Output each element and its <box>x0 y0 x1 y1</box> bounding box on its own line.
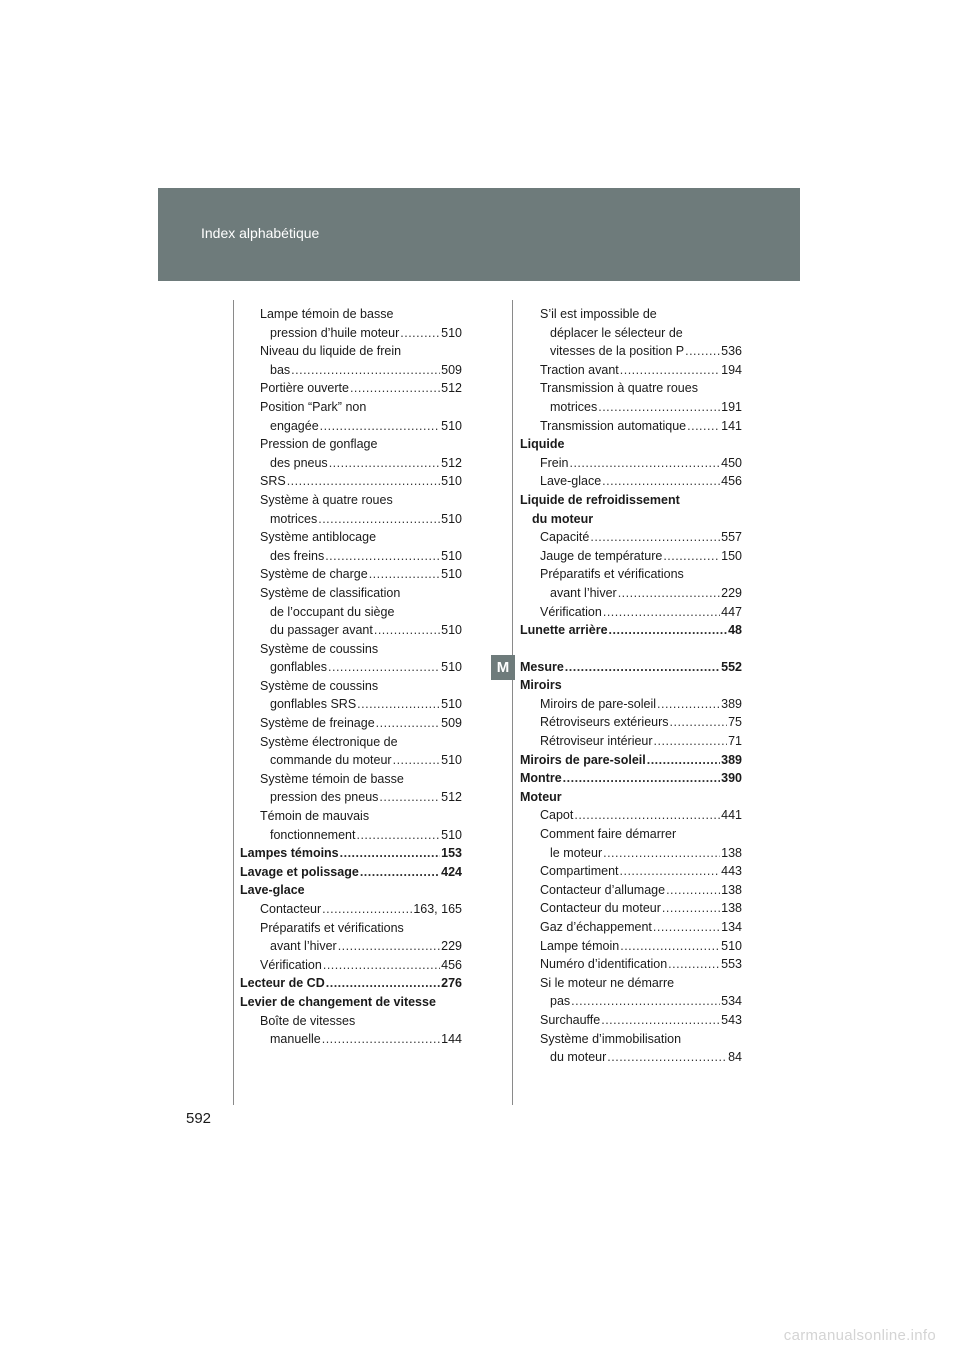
index-heading <box>240 974 462 993</box>
index-entry <box>240 547 462 566</box>
entry-text: Système antiblocage <box>260 530 377 545</box>
entry-text: gonflables <box>270 660 327 675</box>
dot-leader <box>287 472 440 491</box>
index-entry <box>520 806 742 825</box>
dot-leader <box>620 862 721 881</box>
index-entry <box>240 770 462 789</box>
page-reference: 389 <box>721 696 742 711</box>
index-entry <box>520 695 742 714</box>
entry-text: vitesses de la position P <box>550 344 685 359</box>
index-entry <box>240 435 462 454</box>
index-entry <box>240 919 462 938</box>
page-reference: 144 <box>441 1032 462 1047</box>
page-reference: 510 <box>441 511 462 526</box>
entry-text: du passager avant <box>270 623 373 638</box>
index-entry <box>240 305 462 324</box>
entry-text: Miroirs de pare-soleil <box>520 752 646 767</box>
page-reference: 389 <box>721 752 742 767</box>
page-reference: 510 <box>441 474 462 489</box>
index-heading <box>520 435 742 454</box>
index-entry <box>520 379 742 398</box>
dot-leader <box>357 695 440 714</box>
index-entry <box>520 899 742 918</box>
dot-leader <box>360 863 440 882</box>
entry-text: Jauge de température <box>540 548 663 563</box>
letter-tab: M <box>491 655 515 680</box>
entry-text: Si le moteur ne démarre <box>540 975 675 990</box>
index-entry <box>240 324 462 343</box>
page-reference: 510 <box>441 753 462 768</box>
entry-text: Vérification <box>540 604 602 619</box>
dot-leader <box>668 955 720 974</box>
page-reference: 456 <box>441 957 462 972</box>
entry-text: des pneus <box>270 455 328 470</box>
index-entry <box>520 1030 742 1049</box>
index-entry <box>240 417 462 436</box>
dot-leader <box>376 714 440 733</box>
index-entry <box>520 472 742 491</box>
dot-leader <box>356 826 440 845</box>
entry-text: Frein <box>540 455 569 470</box>
dot-leader <box>603 844 720 863</box>
dot-leader <box>379 788 440 807</box>
entry-text: commande du moteur <box>270 753 392 768</box>
entry-text: gonflables SRS <box>270 697 357 712</box>
index-heading <box>240 881 462 900</box>
dot-leader <box>590 528 720 547</box>
index-entry <box>240 454 462 473</box>
dot-leader <box>574 806 720 825</box>
dot-leader <box>323 956 440 975</box>
page-reference: 510 <box>441 548 462 563</box>
index-entry <box>520 603 742 622</box>
index-entry <box>520 918 742 937</box>
index-entry <box>240 584 462 603</box>
index-entry <box>520 732 742 751</box>
entry-text: Rétroviseurs extérieurs <box>540 715 669 730</box>
dot-leader <box>618 584 720 603</box>
index-entry <box>240 658 462 677</box>
entry-text: bas <box>270 362 291 377</box>
entry-text: pression des pneus <box>270 790 379 805</box>
entry-text: Système de charge <box>260 567 368 582</box>
dot-leader <box>602 472 720 491</box>
dot-leader <box>603 603 720 622</box>
page-reference: 194 <box>721 362 742 377</box>
dot-leader <box>393 751 441 770</box>
page-reference: 512 <box>441 790 462 805</box>
dot-leader <box>647 751 720 770</box>
page-reference: 456 <box>721 474 742 489</box>
page-reference: 552 <box>721 659 742 674</box>
entry-text: Mesure <box>520 659 564 674</box>
entry-text: Système à quatre roues <box>260 492 393 507</box>
dot-leader <box>654 732 728 751</box>
dot-leader <box>369 565 440 584</box>
page-reference: 84 <box>728 1050 742 1065</box>
entry-text: avant l’hiver <box>270 939 337 954</box>
index-entry <box>520 528 742 547</box>
index-entry <box>520 713 742 732</box>
index-heading <box>520 658 742 677</box>
index-entry <box>520 862 742 881</box>
index-entry <box>520 844 742 863</box>
index-heading <box>520 788 742 807</box>
entry-text: motrices <box>270 511 318 526</box>
page-reference: 510 <box>441 418 462 433</box>
entry-text: S’il est impossible de <box>540 307 657 321</box>
index-entry <box>520 342 742 361</box>
page-reference: 512 <box>441 381 462 396</box>
entry-text: Système de classification <box>260 585 401 600</box>
page-reference: 150 <box>721 548 742 563</box>
entry-text: Miroirs <box>520 678 562 693</box>
entry-text: SRS <box>260 474 286 489</box>
index-entry <box>240 826 462 845</box>
entry-text: déplacer le sélecteur de <box>550 325 683 340</box>
dot-leader <box>569 454 720 473</box>
entry-text: engagée <box>270 418 319 433</box>
index-entry <box>240 1012 462 1031</box>
page-reference: 390 <box>721 771 742 786</box>
entry-text: Levier de changement de vitesse <box>240 994 436 1009</box>
entry-text: Miroirs de pare-soleil <box>540 696 657 711</box>
entry-text: Lampe témoin <box>540 938 620 953</box>
index-column-left <box>240 305 462 1049</box>
page-number: 592 <box>186 1110 212 1127</box>
entry-text: Traction avant <box>540 362 619 377</box>
entry-text: pression d’huile moteur <box>270 325 400 340</box>
index-entry <box>520 937 742 956</box>
dot-leader <box>620 361 720 380</box>
index-column-right <box>520 305 742 1067</box>
entry-text: Niveau du liquide de frein <box>260 344 402 359</box>
entry-text: Préparatifs et vérifications <box>540 567 684 582</box>
dot-leader <box>338 937 440 956</box>
entry-text: Système témoin de basse <box>260 771 404 786</box>
entry-text: Boîte de vitesses <box>260 1013 356 1028</box>
dot-leader <box>601 1011 720 1030</box>
entry-text: du moteur <box>532 511 594 526</box>
index-entry <box>520 1011 742 1030</box>
index-heading <box>240 844 462 863</box>
page-reference: 510 <box>441 697 462 712</box>
index-entry <box>240 603 462 622</box>
page-reference: 138 <box>721 882 742 897</box>
index-entry <box>520 565 742 584</box>
entry-text: Portière ouverte <box>260 381 349 396</box>
entry-text: Numéro d’identification <box>540 957 668 972</box>
page-reference: 553 <box>721 957 742 972</box>
watermark: carmanualsonline.info <box>783 1327 936 1344</box>
index-entry <box>240 714 462 733</box>
dot-leader <box>685 342 720 361</box>
page-reference: 191 <box>721 399 742 414</box>
dot-leader <box>340 844 441 863</box>
dot-leader <box>571 992 720 1011</box>
entry-text: avant l’hiver <box>550 585 617 600</box>
entry-text: Système électronique de <box>260 734 398 749</box>
letter-section-gap <box>520 640 742 658</box>
entry-text: Pression de gonflage <box>260 437 378 452</box>
dot-leader <box>322 900 412 919</box>
entry-text: Lave-glace <box>240 883 305 898</box>
index-entry <box>240 342 462 361</box>
index-entry <box>240 640 462 659</box>
entry-text: Rétroviseur intérieur <box>540 734 653 749</box>
page-reference: 229 <box>441 939 462 954</box>
page-reference: 134 <box>721 920 742 934</box>
dot-leader <box>400 324 440 343</box>
dot-leader <box>670 713 728 732</box>
entry-text: Liquide de refroidissement <box>520 492 680 507</box>
entry-text: Lunette arrière <box>520 623 608 638</box>
page-reference: 447 <box>721 604 742 619</box>
entry-text: Gaz d’échappement <box>540 920 652 934</box>
index-entry <box>240 733 462 752</box>
column-divider <box>512 300 513 1105</box>
index-entry <box>240 788 462 807</box>
dot-leader <box>657 695 720 714</box>
index-entry <box>520 361 742 380</box>
dot-leader <box>563 769 720 788</box>
index-entry <box>240 900 462 919</box>
entry-text: Lavage et polissage <box>240 864 359 879</box>
index-entry <box>240 510 462 529</box>
dot-leader <box>326 974 440 993</box>
dot-leader <box>666 881 720 900</box>
entry-text: Système de freinage <box>260 716 375 731</box>
index-entry <box>240 361 462 380</box>
index-entry <box>520 454 742 473</box>
dot-leader <box>328 658 440 677</box>
index-heading <box>240 863 462 882</box>
dot-leader <box>325 547 440 566</box>
index-entry <box>520 974 742 993</box>
page-reference: 71 <box>728 734 742 749</box>
index-heading <box>520 491 742 510</box>
index-entry <box>240 956 462 975</box>
entry-text: Préparatifs et vérifications <box>260 920 404 935</box>
dot-leader <box>329 454 440 473</box>
index-entry <box>520 547 742 566</box>
entry-text: Transmission à quatre roues <box>540 381 698 396</box>
index-entry <box>520 881 742 900</box>
index-entry <box>520 398 742 417</box>
entry-text: de l’occupant du siège <box>270 604 395 619</box>
index-entry <box>240 398 462 417</box>
entry-text: Contacteur du moteur <box>540 901 661 916</box>
index-entry <box>520 825 742 844</box>
page-reference: 512 <box>441 455 462 470</box>
entry-text: Lampes témoins <box>240 846 339 861</box>
index-heading <box>520 751 742 770</box>
dot-leader <box>320 417 440 436</box>
page-reference: 510 <box>441 660 462 675</box>
index-entry <box>240 621 462 640</box>
page-reference: 509 <box>441 716 462 731</box>
section-header <box>158 188 800 281</box>
entry-text: Système d’immobilisation <box>540 1031 682 1046</box>
page-reference: 509 <box>441 362 462 377</box>
left-margin-rule <box>233 300 234 1105</box>
page-reference: 543 <box>721 1012 742 1027</box>
dot-leader <box>687 417 720 436</box>
entry-text: Liquide <box>520 437 565 452</box>
entry-text: le moteur <box>550 845 603 860</box>
index-entry <box>240 379 462 398</box>
page-reference: 450 <box>721 455 742 470</box>
page-reference: 441 <box>721 808 742 823</box>
entry-text: Surchauffe <box>540 1012 601 1027</box>
entry-text: Moteur <box>520 789 562 804</box>
dot-leader <box>620 937 720 956</box>
page-reference: 557 <box>721 530 742 545</box>
page-reference: 510 <box>441 827 462 842</box>
header-title: Index alphabétique <box>201 225 320 241</box>
index-entry <box>240 565 462 584</box>
index-heading <box>520 621 742 640</box>
entry-text: motrices <box>550 399 598 414</box>
index-entry <box>520 584 742 603</box>
index-entry <box>240 491 462 510</box>
dot-leader <box>291 361 440 380</box>
entry-text: Transmission automatique <box>540 418 687 433</box>
index-entry <box>240 1030 462 1049</box>
dot-leader <box>653 918 720 937</box>
entry-text: Contacteur <box>260 902 322 916</box>
dot-leader <box>318 510 440 529</box>
index-entry <box>240 528 462 547</box>
dot-leader <box>663 547 720 566</box>
index-entry <box>520 1048 742 1067</box>
index-heading <box>520 769 742 788</box>
dot-leader <box>350 379 440 398</box>
index-entry <box>240 807 462 826</box>
entry-text: des freins <box>270 548 325 563</box>
index-entry <box>240 472 462 491</box>
index-entry <box>520 305 742 324</box>
page-reference: 48 <box>728 623 742 638</box>
page-reference: 510 <box>441 623 462 638</box>
page-reference: 510 <box>721 938 742 953</box>
index-entry <box>520 992 742 1011</box>
entry-text: Témoin de mauvais <box>260 809 370 824</box>
dot-leader <box>662 899 720 918</box>
entry-text: Montre <box>520 771 562 786</box>
page-reference: 534 <box>721 994 742 1009</box>
entry-text: pas <box>550 994 571 1009</box>
index-heading <box>240 993 462 1012</box>
dot-leader <box>374 621 440 640</box>
page-reference: 163, 165 <box>413 902 462 916</box>
page-reference: 536 <box>721 344 742 359</box>
entry-text: Comment faire démarrer <box>540 827 677 842</box>
entry-text: Lave-glace <box>540 474 602 489</box>
page-reference: 424 <box>441 864 462 879</box>
entry-text: fonctionnement <box>270 827 356 842</box>
index-heading <box>520 676 742 695</box>
entry-text: Capot <box>540 808 574 823</box>
index-entry <box>240 751 462 770</box>
entry-text: Contacteur d’allumage <box>540 882 666 897</box>
page-reference: 138 <box>721 845 742 860</box>
entry-text: Lampe témoin de basse <box>260 307 394 321</box>
index-entry <box>240 937 462 956</box>
page-reference: 510 <box>441 567 462 582</box>
dot-leader <box>598 398 720 417</box>
page-reference: 510 <box>441 325 462 340</box>
entry-text: Lecteur de CD <box>240 976 325 991</box>
entry-text: Capacité <box>540 530 590 545</box>
dot-leader <box>322 1030 440 1049</box>
dot-leader <box>609 621 728 640</box>
page-reference: 75 <box>728 715 742 730</box>
entry-text: Compartiment <box>540 864 619 879</box>
page-reference: 276 <box>441 976 462 991</box>
dot-leader <box>565 658 720 677</box>
entry-text: Position “Park” non <box>260 399 367 414</box>
index-entry <box>520 417 742 436</box>
entry-text: Vérification <box>260 957 322 972</box>
index-entry <box>520 955 742 974</box>
entry-text: manuelle <box>270 1032 321 1047</box>
page-reference: 141 <box>721 418 742 433</box>
page-reference: 153 <box>441 846 462 861</box>
dot-leader <box>607 1048 727 1067</box>
index-entry <box>520 324 742 343</box>
index-heading <box>520 510 742 529</box>
page-reference: 138 <box>721 901 742 916</box>
page-reference: 443 <box>721 864 742 879</box>
index-entry <box>240 677 462 696</box>
entry-text: Système de coussins <box>260 641 379 656</box>
entry-text: du moteur <box>550 1050 607 1065</box>
index-entry <box>240 695 462 714</box>
entry-text: Système de coussins <box>260 678 379 693</box>
page-reference: 229 <box>721 585 742 600</box>
